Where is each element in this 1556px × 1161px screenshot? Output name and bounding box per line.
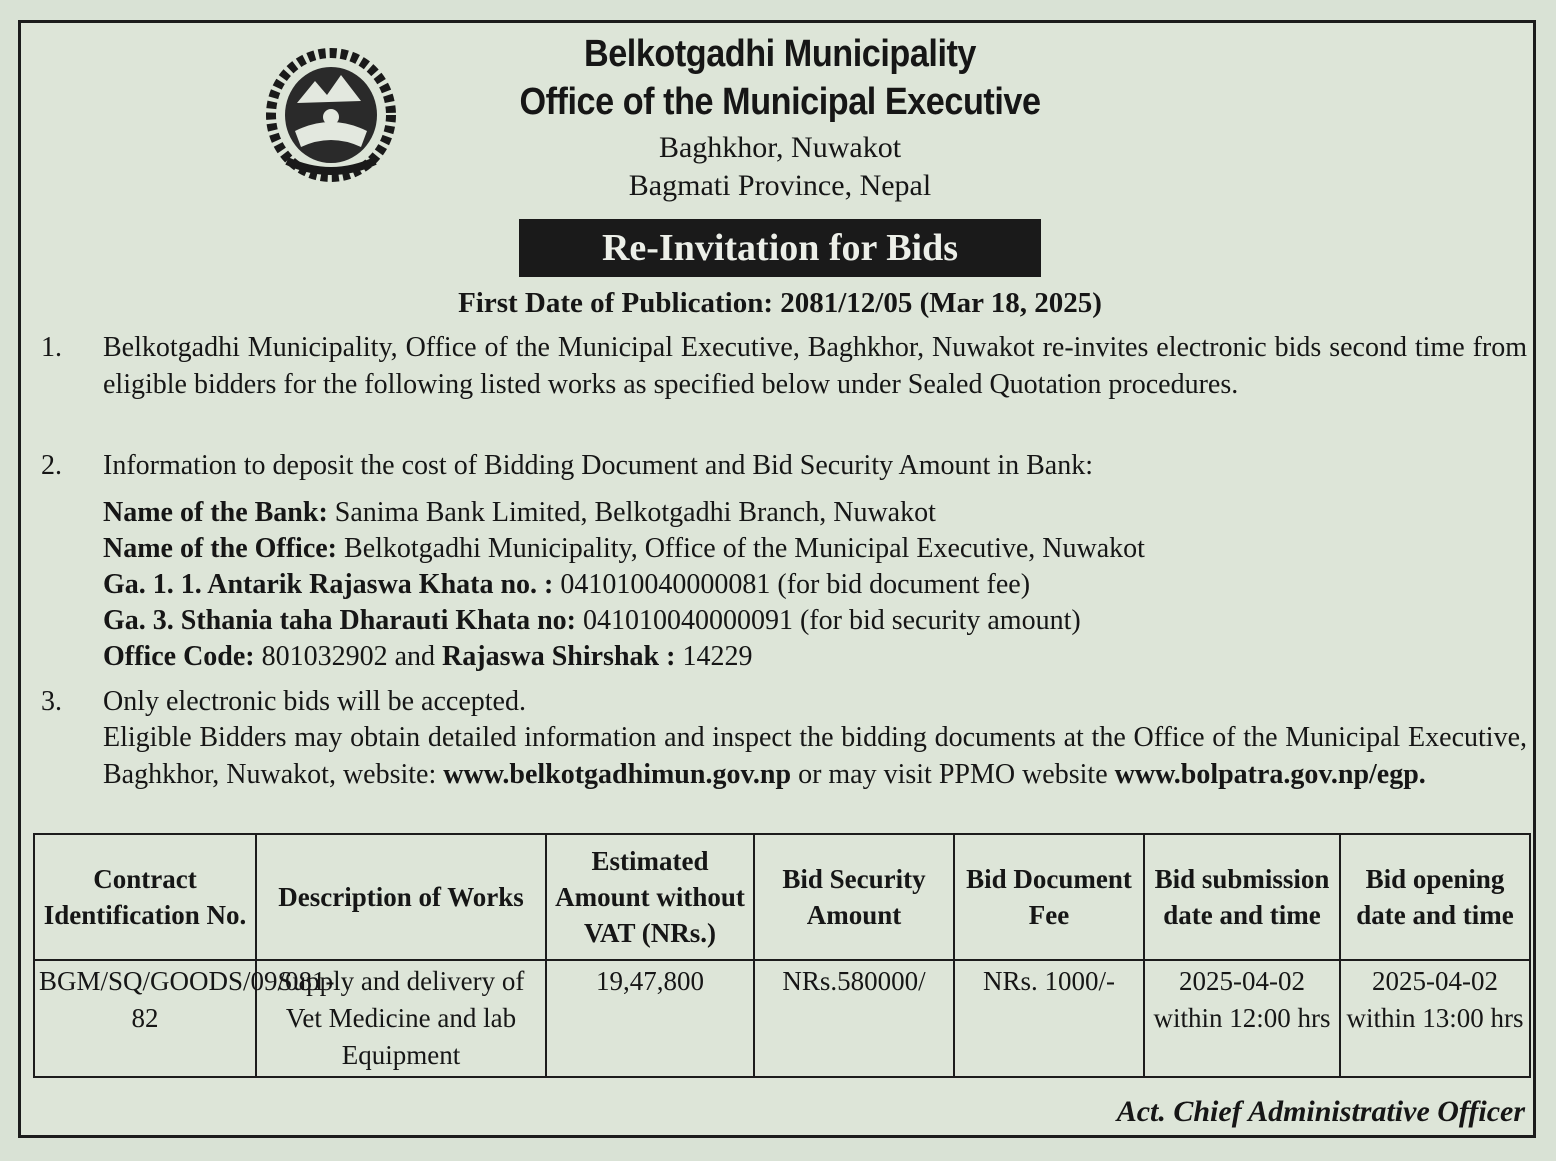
- office-code-value: 801032902 and: [254, 641, 443, 672]
- item-number: 3.: [41, 686, 62, 717]
- column-header: Description of Works: [256, 834, 546, 960]
- column-header: Bid Document Fee: [954, 834, 1144, 960]
- item-text: Belkotgadhi Municipality, Office of the Municipal Executive, Baghkhor, Nuwakot re-invites electronic bids second time from eligible bidders for the following listed works as specified below under Sealed Quotation procedures.: [103, 332, 1527, 400]
- khata-1-line: [103, 569, 1030, 601]
- submission-date-cell: 2025-04-02 within 12:00 hrs: [1144, 960, 1340, 1077]
- item-number: 2.: [41, 450, 62, 481]
- rajaswa-shirshak-value: 14229: [675, 641, 753, 672]
- description-cell: Supply and delivery of Vet Medicine and lab Equipment: [256, 960, 546, 1077]
- address-line-1: Baghkhor, Nuwakot: [658, 131, 902, 164]
- signatory: Act. Chief Administrative Officer: [1116, 1095, 1525, 1128]
- office-name-label: Name of the Office:: [103, 533, 338, 564]
- table-row: [34, 960, 1530, 1077]
- notice-title: Re-Invitation for Bids: [519, 219, 1041, 277]
- estimated-amount-cell: 19,47,800: [546, 960, 754, 1077]
- office-name: Office of the Municipal Executive: [519, 81, 1041, 123]
- municipality-website-link[interactable]: www.belkotgadhimun.gov.np: [443, 759, 792, 790]
- khata-2-value: 041010040000091 (for bid security amount): [575, 605, 1081, 636]
- rajaswa-shirshak-label: Rajaswa Shirshak :: [442, 641, 676, 672]
- org-name: Belkotgadhi Municipality: [583, 33, 977, 75]
- works-table: [33, 833, 1531, 1078]
- publication-date: First Date of Publication: 2081/12/05 (Mar 18, 2025): [458, 287, 1102, 319]
- column-header: Bid submission date and time: [1144, 834, 1340, 960]
- column-header: Bid Security Amount: [754, 834, 954, 960]
- bank-name-value: Sanima Bank Limited, Belkotgadhi Branch, Nuwakot: [327, 497, 936, 528]
- khata-2-label: Ga. 3. Sthania taha Dharauti Khata no:: [103, 605, 576, 636]
- bank-name-line: [103, 497, 936, 529]
- column-header: Bid opening date and time: [1340, 834, 1530, 960]
- opening-date-cell: 2025-04-02 within 13:00 hrs: [1340, 960, 1530, 1077]
- bid-security-cell: NRs.580000/: [754, 960, 954, 1077]
- khata-1-value: 041010040000081 (for bid document fee): [553, 569, 1031, 600]
- office-code-line: [103, 641, 752, 673]
- contract-id-cell: BGM/SQ/GOODS/09/081-82: [34, 960, 256, 1077]
- detail-text-middle: or may visit PPMO website: [791, 759, 1115, 790]
- document-fee-cell: NRs. 1000/-: [954, 960, 1144, 1077]
- khata-2-line: [103, 605, 1081, 637]
- bank-name-label: Name of the Bank:: [103, 497, 328, 528]
- item-3-detail-text: [103, 719, 1527, 793]
- item-number: 1.: [41, 332, 62, 363]
- bid-notice: [18, 20, 1536, 1138]
- detail-text-before: Eligible Bidders may obtain detailed information and inspect the bidding documents at the Office of the Municipal Executive, Baghkhor, Nuwakot, website:: [103, 722, 1527, 790]
- khata-1-label: Ga. 1. 1. Antarik Rajaswa Khata no. :: [103, 569, 554, 600]
- office-code-label: Office Code:: [103, 641, 255, 672]
- column-header: Estimated Amount without VAT (NRs.): [546, 834, 754, 960]
- ppmo-website-link[interactable]: www.bolpatra.gov.np/egp.: [1114, 759, 1426, 790]
- table-header-row: [34, 834, 1530, 960]
- office-name-line: [103, 533, 1145, 565]
- office-name-value: Belkotgadhi Municipality, Office of the Municipal Executive, Nuwakot: [337, 533, 1145, 564]
- column-header: Contract Identification No.: [34, 834, 256, 960]
- item-text: Only electronic bids will be accepted.: [103, 686, 526, 717]
- item-text: Information to deposit the cost of Bidding Document and Bid Security Amount in Bank:: [103, 450, 1093, 481]
- address-line-2: Bagmati Province, Nepal: [628, 169, 932, 202]
